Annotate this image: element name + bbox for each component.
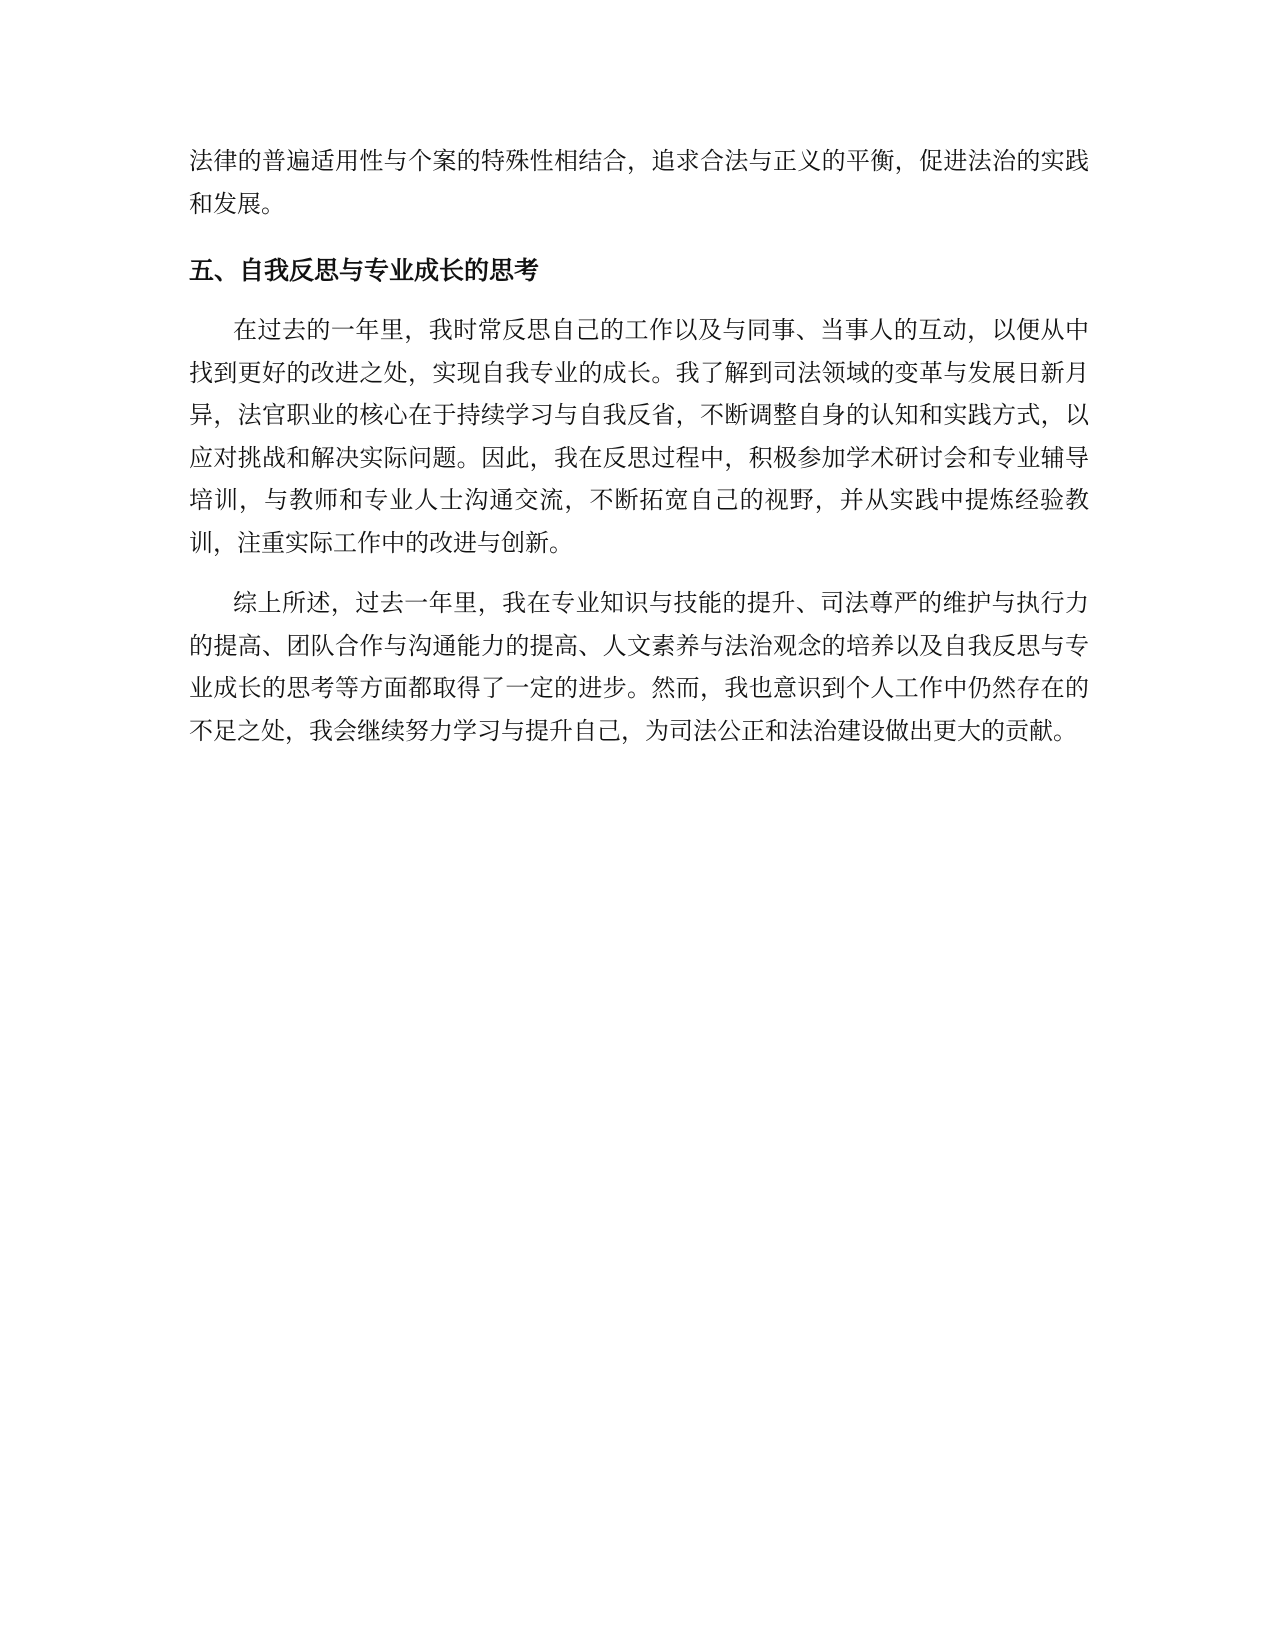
reflection-paragraph: 在过去的一年里，我时常反思自己的工作以及与同事、当事人的互动，以便从中找到更好的改进之处，实现自我专业的成长。我了解到司法领域的变革与发展日新月异，法官职业的核心在于持续学习与自我反省，不断调整自身的认知和实践方式，以应对挑战和解决实际问题。因此，我在反思过程中，积极参加学术研讨会和专业辅导培训，与教师和专业人士沟通交流，不断拓宽自己的视野，并从实践中提炼经验教训，注重实际工作中的改进与创新。 [189,316,1089,557]
paragraph-gap [189,564,1089,582]
document-body [189,140,1089,752]
summary-paragraph: 综上所述，过去一年里，我在专业知识与技能的提升、司法尊严的维护与执行力的提高、团队合作与沟通能力的提高、人文素养与法治观念的培养以及自我反思与专业成长的思考等方面都取得了一定的进步。然而，我也意识到个人工作中仍然存在的不足之处，我会继续努力学习与提升自己，为司法公正和法治建设做出更大的贡献。 [189,589,1089,745]
section-heading: 五、自我反思与专业成长的思考 [189,256,540,285]
continuation-paragraph: 法律的普遍适用性与个案的特殊性相结合，追求合法与正义的平衡，促进法治的实践和发展。 [189,147,1089,218]
